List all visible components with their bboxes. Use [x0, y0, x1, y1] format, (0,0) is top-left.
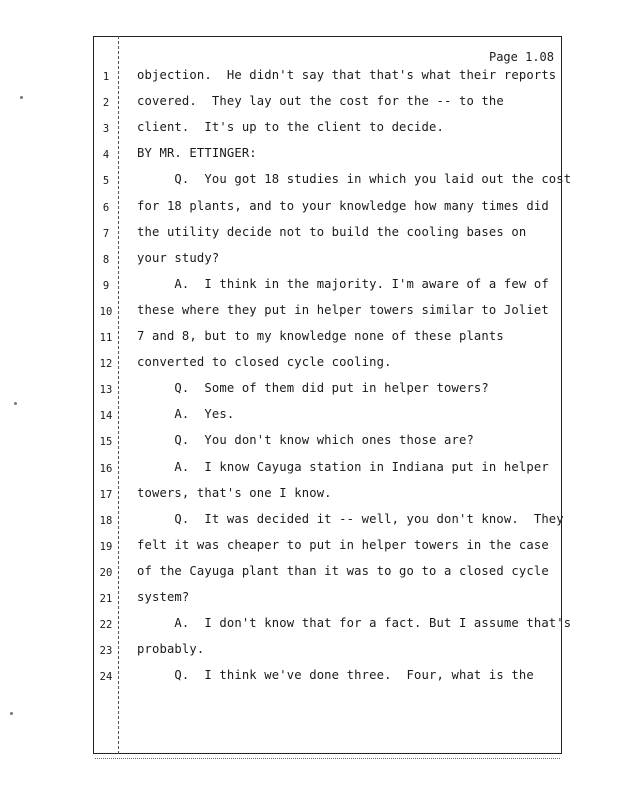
line-number: 3: [102, 123, 110, 136]
transcript-line: [0, 590, 618, 610]
line-number: 7: [102, 227, 110, 240]
transcript-line: [0, 68, 618, 88]
line-text: Q. You don't know which ones those are?: [137, 433, 474, 448]
line-text: A. I think in the majority. I'm aware of a few of: [137, 276, 549, 291]
line-number: 14: [99, 410, 113, 423]
scan-speck: [20, 96, 23, 99]
line-text: BY MR. ETTINGER:: [137, 146, 257, 161]
transcript-line: [0, 512, 618, 532]
transcript-line: [0, 486, 618, 506]
line-text: Q. It was decided it -- well, you don't know. They: [137, 511, 564, 526]
line-text: 7 and 8, but to my knowledge none of these plants: [137, 329, 504, 343]
line-text: Q. I think we've done three. Four, what is the: [137, 668, 534, 683]
line-number: 21: [99, 593, 113, 605]
transcript-line: [0, 120, 618, 140]
scan-speck: [10, 712, 13, 715]
transcript-line: [0, 616, 618, 636]
line-number: 4: [102, 149, 110, 162]
line-number: 11: [99, 332, 113, 344]
line-text: covered. They lay out the cost for the -- to the: [137, 94, 504, 109]
line-number: 22: [99, 619, 113, 632]
line-number: 19: [99, 540, 113, 553]
transcript-line: [0, 355, 618, 375]
transcript-line: [0, 146, 618, 166]
line-text: felt it was cheaper to put in helper towers in the case: [137, 537, 549, 552]
line-number: 18: [99, 514, 113, 527]
line-text: system?: [137, 590, 190, 604]
line-text: A. Yes.: [137, 407, 235, 422]
transcript-line: [0, 303, 618, 323]
line-number: 8: [102, 253, 110, 266]
line-text: objection. He didn't say that that's what their reports: [137, 68, 557, 82]
line-number: 1: [102, 71, 110, 83]
line-number: 12: [99, 358, 113, 371]
line-number: 9: [102, 279, 110, 292]
transcript-line: [0, 433, 618, 453]
line-number: 20: [99, 566, 113, 579]
transcript-line: [0, 564, 618, 584]
line-text: probably.: [137, 642, 205, 657]
line-number: 5: [102, 175, 110, 188]
transcript-line: [0, 642, 618, 662]
transcript-line: [0, 225, 618, 245]
transcript-line: [0, 199, 618, 219]
transcript-line: [0, 277, 618, 297]
line-number: 24: [99, 671, 113, 684]
line-number: 16: [99, 462, 113, 475]
page-number: Page 1.08: [488, 50, 554, 64]
line-number: 2: [102, 97, 110, 110]
line-text: the utility decide not to build the cooling bases on: [137, 224, 527, 239]
line-text: converted to closed cycle cooling.: [137, 355, 392, 370]
transcript-line: [0, 251, 618, 271]
line-number: 23: [99, 645, 113, 658]
transcript-line: [0, 329, 618, 349]
line-text: Q. Some of them did put in helper towers?: [137, 381, 489, 396]
line-text: your study?: [137, 250, 220, 265]
footer-rule: [95, 758, 560, 759]
transcript-line: [0, 381, 618, 401]
line-text: towers, that's one I know.: [137, 485, 332, 500]
scan-speck: [14, 402, 17, 405]
transcript-line: [0, 172, 618, 192]
line-text: A. I know Cayuga station in Indiana put in helper: [137, 459, 549, 474]
line-number: 10: [99, 305, 113, 318]
transcript-line: [0, 94, 618, 114]
line-number: 6: [102, 201, 110, 214]
line-number: 15: [99, 436, 113, 449]
line-number: 17: [99, 488, 113, 501]
line-text: these where they put in helper towers similar to Joliet: [137, 302, 549, 317]
line-text: client. It's up to the client to decide.: [137, 120, 444, 135]
transcript-line: [0, 668, 618, 688]
transcript-line: [0, 538, 618, 558]
line-text: for 18 plants, and to your knowledge how many times did: [137, 198, 549, 213]
transcript-line: [0, 407, 618, 427]
line-text: A. I don't know that for a fact. But I assume that's: [137, 616, 572, 631]
line-number: 13: [99, 384, 113, 397]
line-text: Q. You got 18 studies in which you laid out the cost: [137, 172, 572, 187]
line-text: of the Cayuga plant than it was to go to a closed cycle: [137, 563, 549, 578]
transcript-line: [0, 460, 618, 480]
